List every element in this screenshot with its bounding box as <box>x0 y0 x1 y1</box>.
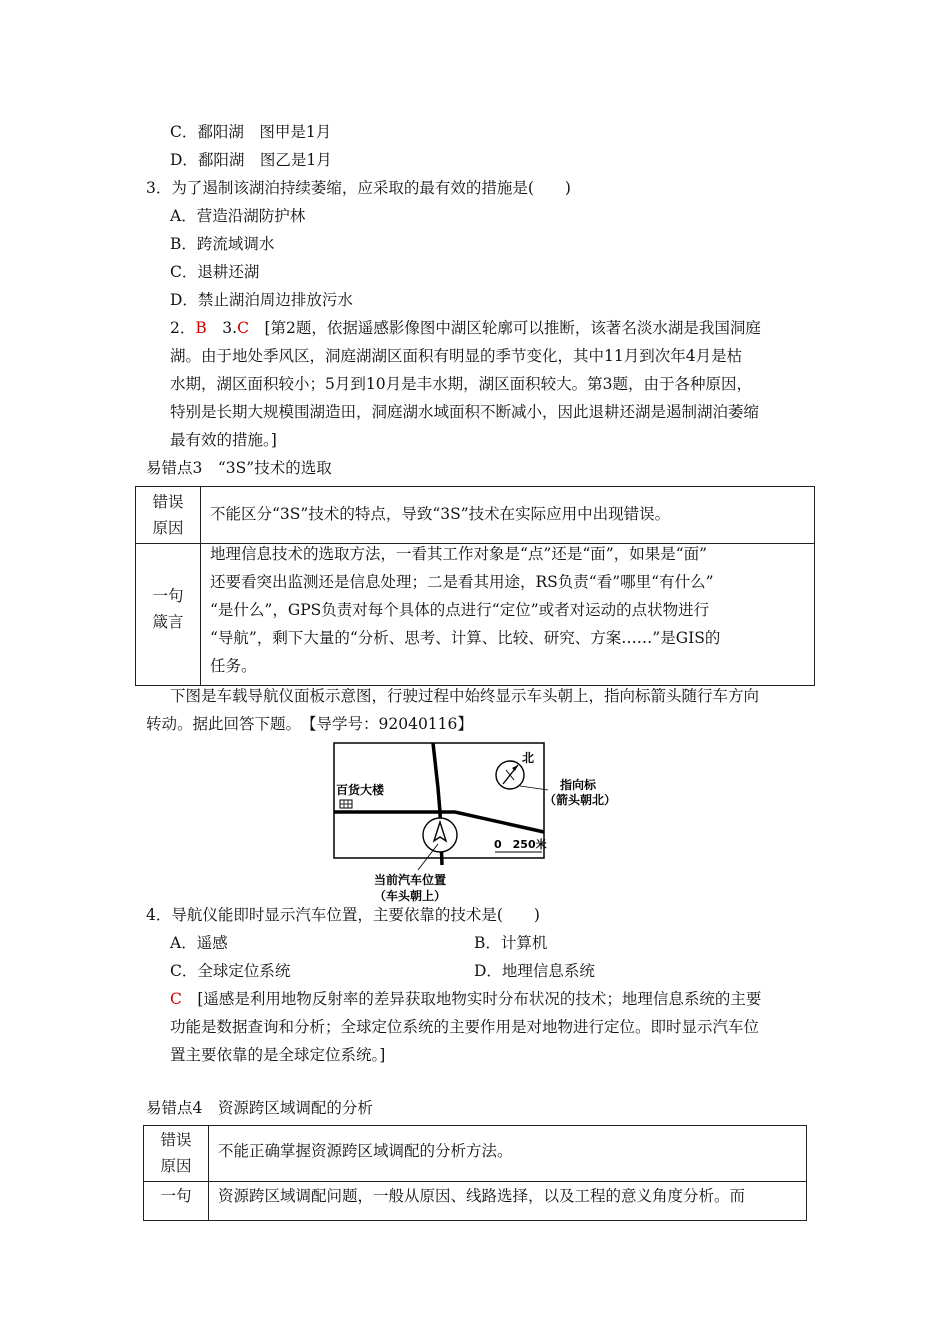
q3-option-a: A．营造沿湖防护林 <box>170 207 306 225</box>
q4-option-b: B．计算机 <box>474 934 548 952</box>
section3-error-text: 不能区分“3S”技术的特点，导致“3S”技术在实际应用中出现错误。 <box>210 505 671 523</box>
answer-3-choice: C <box>237 319 249 337</box>
q3-stem: 3．为了遏制该湖泊持续萎缩，应采取的最有效的措施是( ) <box>146 179 571 197</box>
north-label: 北 <box>522 751 535 765</box>
q4-answer-line1 <box>170 989 761 1009</box>
section4-table <box>143 1125 807 1221</box>
section3-motto-line-3: “是什么”，GPS负责对每个具体的点进行“定位”或者对运动的点状物进行 <box>210 601 710 619</box>
section4-title: 易错点4 资源跨区域调配的分析 <box>146 1099 373 1117</box>
answer-2-3-line4: 特别是长期大规模围湖造田，洞庭湖水域面积不断减小，因此退耕还湖是遏制湖泊萎缩 <box>170 403 760 421</box>
q4-explanation-start: [遥感是利用地物反射率的差异获取地物实时分布状况的技术；地理信息系统的主要 <box>181 990 762 1008</box>
section3-title: 易错点3 “3S”技术的选取 <box>146 459 332 477</box>
answer-2-3-line1 <box>170 318 761 338</box>
section4-error-label: 错误 原因 <box>160 1131 192 1175</box>
answer-2-choice: B <box>195 319 207 337</box>
q3-option-b: B．跨流域调水 <box>170 235 275 253</box>
answer-3-number: 3. <box>206 319 238 337</box>
q4-explanation-line2: 功能是数据查询和分析；全球定位系统的主要作用是对地物进行定位。即时显示汽车位 <box>170 1018 760 1036</box>
building-label: 百货大楼 <box>336 783 385 797</box>
intro-line2: 转动。据此回答下题。 【导学号：92040116】 <box>146 715 473 733</box>
answer-2-number: 2． <box>170 319 196 337</box>
car-position-note: （车头朝上） <box>374 889 447 903</box>
section3-motto-line-1: 地理信息技术的选取方法，一看其工作对象是“点”还是“面”，如果是“面” <box>210 545 708 563</box>
section3-table <box>135 486 815 686</box>
q1-option-d: D．鄱阳湖 图乙是1月 <box>170 151 332 169</box>
car-position-label: 当前汽车位置 <box>374 873 447 887</box>
section4-motto-label: 一句 <box>160 1187 192 1205</box>
section4-motto-text: 资源跨区域调配问题，一般从原因、线路选择，以及工程的意义角度分析。而 <box>218 1187 746 1205</box>
q4-stem: 4．导航仪能即时显示汽车位置，主要依靠的技术是( ) <box>146 906 540 924</box>
section4-error-text: 不能正确掌握资源跨区域调配的分析方法。 <box>218 1142 513 1160</box>
q4-option-c: C．全球定位系统 <box>170 962 291 980</box>
q4-option-d: D．地理信息系统 <box>474 962 595 980</box>
section3-motto-label: 一句 箴言 <box>152 587 184 631</box>
pointer-note: （箭头朝北） <box>544 793 617 807</box>
q4-explanation-line3: 置主要依靠的是全球定位系统。] <box>170 1046 386 1064</box>
section3-error-label: 错误 原因 <box>152 493 184 537</box>
answer-2-3-line2: 湖。由于地处季风区，洞庭湖湖区面积有明显的季节变化，其中11月到次年4月是枯 <box>170 347 743 365</box>
pointer-label: 指向标 <box>560 778 597 792</box>
section3-motto-line-4: “导航”，剩下大量的“分析、思考、计算、比较、研究、方案……”是GIS的 <box>210 629 721 647</box>
q3-option-d: D．禁止湖泊周边排放污水 <box>170 291 353 309</box>
answer-2-3-explanation-start: [第2题，依据遥感影像图中湖区轮廓可以推断，该著名淡水湖是我国洞庭 <box>248 319 761 337</box>
q3-option-c: C．退耕还湖 <box>170 263 260 281</box>
section3-motto-line-2: 还要看突出监测还是信息处理；二是看其用途，RS负责“看”哪里“有什么” <box>210 573 714 591</box>
answer-2-3-line3: 水期，湖区面积较小；5月到10月是丰水期，湖区面积较大。第3题，由于各种原因， <box>170 375 752 393</box>
section3-motto-line-5: 任务。 <box>210 657 257 675</box>
scale-label: 0 250米 <box>494 838 547 851</box>
answer-2-3-line5: 最有效的措施。] <box>170 431 277 449</box>
q1-option-c: C．鄱阳湖 图甲是1月 <box>170 123 332 141</box>
q4-answer-choice: C <box>170 990 182 1008</box>
navigation-panel-figure <box>330 740 630 908</box>
q4-option-a: A．遥感 <box>170 934 228 952</box>
intro-line1: 下图是车载导航仪面板示意图，行驶过程中始终显示车头朝上，指向标箭头随行车方向 <box>170 687 760 705</box>
